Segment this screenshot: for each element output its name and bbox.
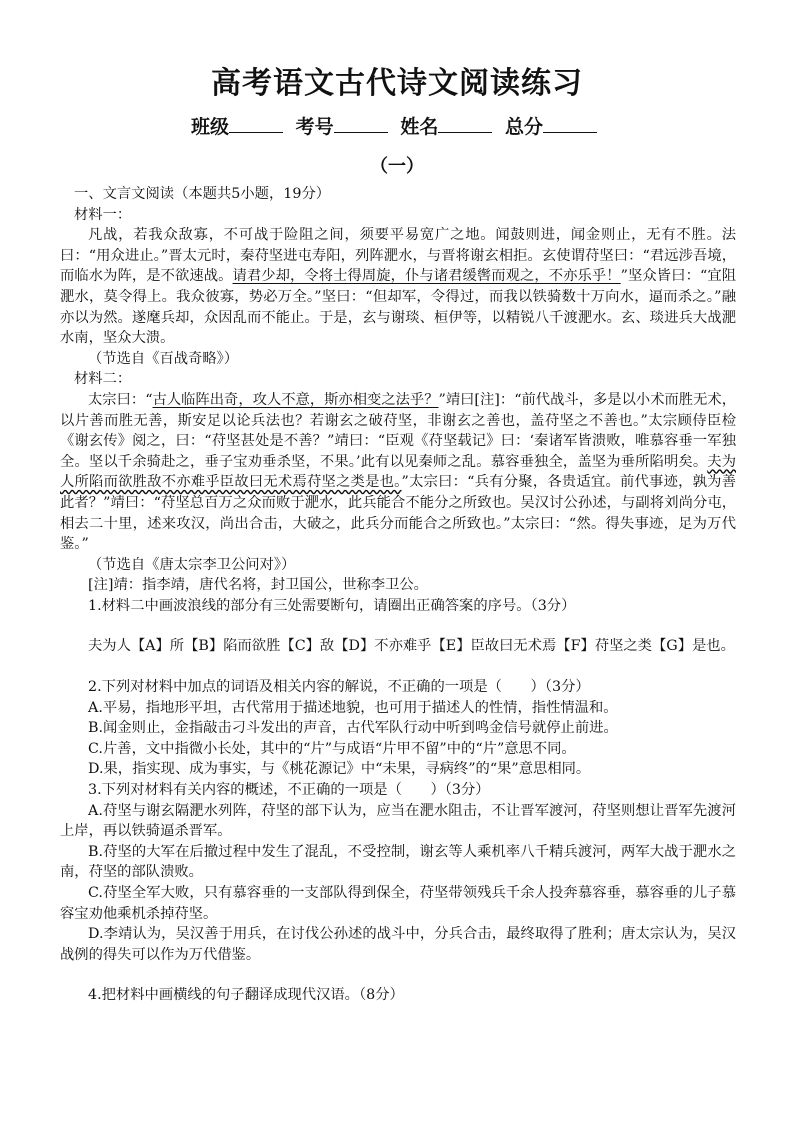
- question-3-option-c: C.苻坚全军大败，只有慕容垂的一支部队得到保全，苻坚带领残兵千余人投奔慕容垂，慕容垂的儿子慕容宝劝他乘机杀掉苻坚。: [60, 885, 736, 922]
- question-2-option-a: A.平易，指地形平坦，古代常用于描述地貌，也可用于描述人的性情，指性情温和。: [88, 699, 618, 716]
- question-2-option-d: D.果，指实现、成为事实，与《桃花源记》中“未果，寻病终”的“果”意思相同。: [88, 761, 591, 778]
- material-2-underline: 古人临阵出奇，攻人不意，斯亦相变之法乎？: [152, 391, 439, 408]
- score-label: 总分: [504, 116, 543, 138]
- exam-no-blank[interactable]: [334, 116, 388, 133]
- section-heading: （一）: [370, 156, 424, 177]
- class-blank[interactable]: [229, 116, 283, 133]
- material-1-part1: 凡战，若我众敌寡，不可战于险阻之间，须要平易宽广之地。闻鼓则进，闻金则止，无有不胜。法曰：“用众进止。”晋太元时，秦苻坚进屯寿阳，列阵淝水，与晋将谢玄相拒。玄使谓苻坚曰：“君远涉吾境，而临水为阵，是不欲速战。: [60, 227, 736, 285]
- material-1-source: （节选自《百战奇略》）: [88, 350, 239, 367]
- question-header: 一、文言文阅读（本题共5小题，19分）: [74, 186, 331, 202]
- footnote: [注]靖：指李靖，唐代名将，封卫国公，世称李卫公。: [88, 577, 428, 594]
- question-4: 4.把材料中画横线的句子翻译成现代汉语。（8分）: [88, 987, 404, 1004]
- question-1: 1.材料二中画波浪线的部分有三处需要断句，请圈出正确答案的序号。（3分）: [88, 597, 576, 614]
- material-1-part2: ”坚众皆曰：“宜阻淝水，莫令得上。我众彼寡，势必万全。”坚曰：“但却军，令得过，而我以铁骑数十万向水，逼而杀之。”融亦以为然。遂麾兵却，众因乱而不能止。于是，玄与谢琰、桓伊等，以精锐八千渡淝水。玄、琰进兵大战淝水南，坚众大溃。: [60, 268, 737, 347]
- material-2-source: （节选自《唐太宗李卫公问对》）: [88, 556, 296, 573]
- question-3-option-a: A.苻坚与谢玄隔淝水列阵，苻坚的部下认为，应当在淝水阻击，不让晋军渡河，苻坚则想让晋军先渡河上岸，再以铁骑逼杀晋军。: [60, 802, 736, 840]
- material-1-text: [60, 225, 736, 349]
- question-2-option-c: C.片善，文中指微小长处，其中的“片”与成语“片甲不留”中的“片”意思不同。: [88, 740, 576, 757]
- exam-content: [60, 184, 736, 1006]
- material-2-label: 材料二：: [74, 371, 132, 388]
- class-label: 班级: [191, 116, 230, 138]
- material-1-label: 材料一：: [74, 206, 132, 223]
- student-info-line: [0, 112, 794, 139]
- material-2-part1: 太宗曰：“: [88, 391, 153, 408]
- score-blank[interactable]: [543, 116, 597, 133]
- name-label: 姓名: [400, 116, 439, 138]
- material-1-underline: 请君少却，令将士得周旋，仆与诸君缓辔而观之，不亦乐乎！: [232, 268, 621, 285]
- material-2-wavy: 夫为人所陷而欲胜敌不亦难乎臣故曰无术焉苻坚之类是也。: [60, 453, 737, 491]
- exam-no-label: 考号: [295, 116, 334, 138]
- question-2-option-b: B.闻金则止，金指敲击刁斗发出的声音，古代军队行动中听到鸣金信号就停止前进。: [88, 720, 618, 737]
- question-3-option-d: D.李靖认为，吴汉善于用兵，在讨伐公孙述的战斗中，分兵合击，最终取得了胜利；唐太宗认为，吴汉战例的得失可以作为万代借鉴。: [60, 926, 736, 963]
- page-title: 高考语文古代诗文阅读练习: [211, 66, 583, 101]
- question-3-option-b: B.苻坚的大军在后撤过程中发生了混乱，不受控制，谢玄等人乘机率八千精兵渡河，两军大战于淝水之南，苻坚的部队溃败。: [60, 843, 736, 881]
- question-1-options: 夫为人【A】所【B】陷而欲胜【C】敌【D】不亦难乎【E】臣故曰无术焉【F】苻坚之类【G】是也。: [88, 638, 735, 655]
- name-blank[interactable]: [438, 116, 492, 133]
- material-2-part2: ”靖曰[注]：“前代战斗，多是以小术而胜无术，以片善而胜无善，斯安足以论兵法也？若谢玄之破苻坚，非谢玄之善也，盖苻坚之不善也。”太宗顾侍臣检《谢玄传》阅之，曰：“苻坚甚处是不善？”靖曰：“臣观《苻坚载记》曰：‘秦诸军皆溃败，唯慕容垂一军独全。坚以千余骑赴之，垂子宝劝垂杀坚，不果。’此有以见秦师之乱。慕容垂独全，盖坚为垂所陷明矣。: [60, 391, 736, 470]
- question-3: 3.下列对材料有关内容的概述，不正确的一项是（ ）（3分）: [88, 782, 490, 799]
- material-2-text: [60, 390, 736, 555]
- material-2-part3: ”太宗曰：“兵有分聚，各贵适宜。前代事迹，孰为善此者？”靖曰：“苻坚总百万之众而败于淝水，此兵能合不能分之所致也。吴汉讨公孙述，与副将刘尚分屯，相去二十里，述来攻汉，尚出合击，大破之，此兵分而能合之所致也。”太宗曰：“然。得失事迹，足为万代鉴。”: [60, 474, 736, 553]
- question-2: 2.下列对材料中加点的词语及相关内容的解说，不正确的一项是（ ）（3分）: [88, 679, 590, 696]
